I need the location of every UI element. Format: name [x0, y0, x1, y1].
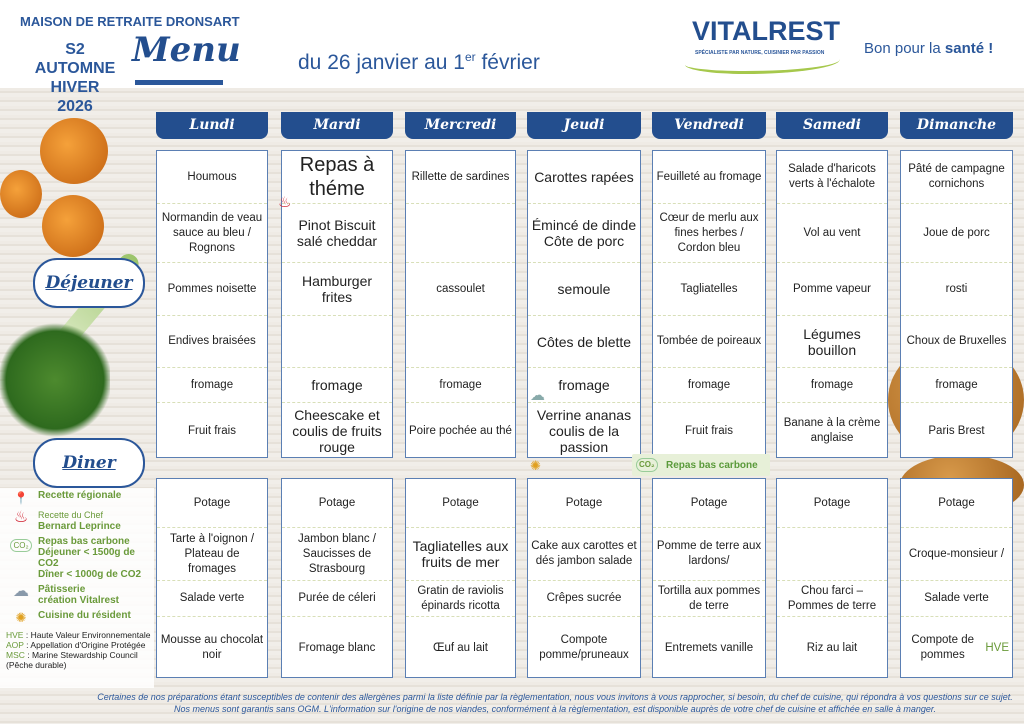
- dish-name: Légumes bouillon: [803, 325, 861, 358]
- dish-name: Crêpes sucrée: [546, 592, 622, 604]
- date-range: [298, 50, 540, 75]
- dish-name: Tarte à l'oignon / Plateau de fromages: [169, 532, 255, 575]
- dish-name: Œuf au lait: [433, 641, 488, 654]
- lunch-dish: [406, 263, 515, 316]
- dish-name: Choux de Bruxelles: [906, 335, 1007, 347]
- date-text-end: février: [475, 51, 540, 74]
- dish-name: fromage: [311, 377, 363, 393]
- note-abbr: MSC: [6, 650, 25, 660]
- legend-pastry-block: [38, 584, 152, 606]
- legend-row-carbon: [4, 536, 154, 580]
- legend-row-resident: [4, 610, 154, 626]
- dish-name: Pomme vapeur: [793, 282, 871, 295]
- season-year: 2026: [57, 98, 93, 115]
- dinner-card-vendredi: [652, 478, 766, 678]
- dish-name: Potage: [813, 496, 851, 509]
- legend-chef-block: [38, 510, 152, 532]
- co2-cloud-icon: CO₂: [636, 458, 658, 472]
- dinner-dish: [528, 528, 640, 581]
- slogan: [864, 40, 993, 57]
- hve-label: HVE: [985, 641, 1009, 654]
- dinner-dish: [653, 581, 765, 617]
- dish-name: Émincé de dinde Côte de porc: [531, 217, 637, 249]
- lunch-card-jeudi: [527, 150, 641, 458]
- dish-name: Pâté de campagne cornichons: [908, 163, 1005, 190]
- dinner-dish: [406, 617, 515, 679]
- dinner-label: Diner: [33, 438, 145, 488]
- legend-carbon-lunch: Déjeuner < 1500g de CO2: [38, 547, 135, 569]
- dinner-dish: [777, 528, 887, 581]
- season-name-2: HIVER: [50, 79, 100, 96]
- note-msc: [6, 650, 152, 670]
- dish-name: Banane à la crème anglaise: [783, 417, 881, 444]
- day-header-dimanche: Dimanche: [900, 112, 1013, 139]
- menu-title: Menu: [132, 30, 241, 70]
- dish-name: Compote de pommes: [911, 634, 974, 661]
- dish-name: Cake aux carottes et dés jambon salade: [531, 540, 637, 567]
- dinner-dish: [901, 581, 1012, 617]
- lunch-dish: [406, 204, 515, 263]
- legend-carbon-block: [38, 536, 152, 580]
- lunch-dish: [528, 403, 640, 459]
- day-header-mercredi: Mercredi: [405, 112, 516, 139]
- lunch-dish: [528, 204, 640, 263]
- lunch-dish: [777, 151, 887, 204]
- lunch-dish: [406, 316, 515, 368]
- dish-name: semoule: [557, 281, 611, 297]
- lunch-dish: [777, 316, 887, 368]
- dinner-card-mardi: [281, 478, 393, 678]
- dish-name: Feuilleté au fromage: [656, 170, 762, 183]
- dish-name: Paris Brest: [928, 424, 985, 437]
- establishment-name: MAISON DE RETRAITE DRONSART: [20, 14, 240, 29]
- dinner-dish: [406, 528, 515, 581]
- dinner-dish: [157, 479, 267, 528]
- dinner-dish: [653, 479, 765, 528]
- lunch-dish: [653, 316, 765, 368]
- dish-name: Carottes rapées: [534, 169, 634, 185]
- dish-name: Tagliatelles aux fruits de mer: [412, 538, 509, 570]
- day-header-jeudi: Jeudi: [527, 112, 641, 139]
- lunch-dish: [282, 316, 392, 368]
- dinner-dish: [528, 479, 640, 528]
- lunch-dish: [282, 403, 392, 459]
- legend-resident: Cuisine du résident: [38, 610, 131, 621]
- dish-name: Côtes de blette: [536, 333, 632, 350]
- pastry-icon: ☁: [530, 387, 545, 404]
- dish-name: rosti: [945, 282, 968, 295]
- legend-carbon-dinner: Dîner < 1000g de CO2: [38, 569, 142, 580]
- dinner-dish: [528, 617, 640, 679]
- lunch-dish: [653, 368, 765, 403]
- legend: [0, 488, 154, 688]
- dinner-card-dimanche: [900, 478, 1013, 678]
- dish-name: Potage: [193, 496, 231, 509]
- legend-row-chef: [4, 510, 154, 532]
- dish-name: Joue de porc: [923, 226, 990, 239]
- note-text: : Appellation d'Origine Protégée: [23, 640, 146, 650]
- dinner-dish: [901, 617, 1012, 679]
- dinner-dish: [777, 617, 887, 679]
- note-abbr: HVE: [6, 630, 24, 640]
- onion-image: [40, 118, 108, 184]
- lunch-dish: [901, 316, 1012, 368]
- lunch-card-lundi: [156, 150, 268, 458]
- lunch-dish: [777, 403, 887, 459]
- dinner-dish: [901, 479, 1012, 528]
- day-header-lundi: Lundi: [156, 112, 268, 139]
- badge-text: Repas bas carbone: [666, 459, 758, 471]
- dish-name: Compote pomme/pruneaux: [539, 634, 629, 661]
- lunch-dish: [528, 263, 640, 316]
- dish-name: Gratin de raviolis épinards ricotta: [417, 584, 504, 612]
- lunch-dish: [528, 316, 640, 368]
- dish-name: Poire pochée au thé: [409, 424, 512, 437]
- lunch-dish: [282, 151, 392, 204]
- low-carbon-badge: [632, 454, 770, 476]
- dish-name: Mousse au chocolat noir: [160, 634, 264, 661]
- dish-name: fromage: [935, 378, 978, 391]
- dinner-dish: [282, 479, 392, 528]
- fireworks-icon: ✺: [15, 610, 27, 625]
- dish-name: Tortilla aux pommes de terre: [657, 584, 761, 612]
- lunch-dish: [777, 263, 887, 316]
- day-header-samedi: Samedi: [776, 112, 888, 139]
- dinner-card-jeudi: [527, 478, 641, 678]
- lunch-label: Déjeuner: [33, 258, 145, 308]
- lunch-dish: [901, 151, 1012, 204]
- date-sup: er: [464, 50, 476, 64]
- onion-image: [0, 170, 42, 218]
- season-label: [20, 40, 130, 116]
- co2-cloud-icon: CO₂: [10, 539, 31, 552]
- lunch-card-dimanche: [900, 150, 1013, 458]
- legend-chef-name: Bernard Leprince: [38, 521, 121, 532]
- legend-chef: Recette du Chef: [38, 510, 104, 520]
- dish-name: Cœur de merlu aux fines herbes / Cordon bleu: [659, 211, 759, 254]
- lunch-dish: [901, 403, 1012, 459]
- menu-underline: [135, 80, 223, 85]
- dish-name: fromage: [687, 378, 731, 391]
- lunch-dish: [777, 368, 887, 403]
- slogan-text: Bon pour la: [864, 40, 945, 57]
- dish-name: Potage: [442, 496, 479, 509]
- dinner-dish: [528, 581, 640, 617]
- dinner-dish: [282, 528, 392, 581]
- dish-name: fromage: [558, 377, 610, 393]
- dish-name: Salade verte: [924, 592, 989, 604]
- lunch-card-mercredi: [405, 150, 516, 458]
- lunch-dish: [157, 204, 267, 263]
- lunch-dish: [406, 403, 515, 459]
- dish-name: Potage: [938, 496, 975, 509]
- legend-pastry: Pâtisserie: [38, 584, 86, 595]
- lunch-card-vendredi: [652, 150, 766, 458]
- resident-cuisine-icon: ✺: [530, 458, 541, 473]
- dish-name: Salade verte: [179, 592, 245, 604]
- season-name: AUTOMNE: [34, 60, 116, 77]
- dinner-card-samedi: [776, 478, 888, 678]
- dish-name: Tagliatelles: [680, 282, 738, 295]
- dish-name: Hamburger frites: [301, 273, 373, 305]
- lunch-dish: [157, 368, 267, 403]
- lunch-dish: [157, 263, 267, 316]
- dinner-dish: [282, 581, 392, 617]
- dish-name: cassoulet: [436, 282, 485, 295]
- dish-name: Riz au lait: [806, 641, 858, 654]
- dish-name: Entremets vanille: [664, 641, 754, 654]
- note-hve: [6, 630, 152, 640]
- dish-name: Fruit frais: [685, 424, 733, 437]
- lunch-dish: [777, 204, 887, 263]
- dish-name: Endives braisées: [168, 335, 256, 347]
- dinner-dish: [777, 479, 887, 528]
- dish-name: fromage: [190, 378, 234, 391]
- lunch-dish: [157, 316, 267, 368]
- dish-name: Tombée de poireaux: [656, 335, 762, 347]
- dinner-dish: [157, 528, 267, 581]
- lunch-card-samedi: [776, 150, 888, 458]
- lunch-dish: [653, 151, 765, 204]
- dish-name: Potage: [318, 496, 356, 509]
- dish-name: Verrine ananas coulis de la passion: [536, 407, 632, 455]
- dish-name: Chou farci – Pommes de terre: [787, 584, 877, 612]
- dish-name: Potage: [690, 496, 728, 509]
- dinner-dish: [406, 581, 515, 617]
- dish-name: Jambon blanc / Saucisses de Strasbourg: [298, 532, 376, 575]
- note-abbr: AOP: [6, 640, 24, 650]
- lunch-card-mardi: [281, 150, 393, 458]
- date-text: du 26 janvier au 1: [298, 51, 465, 74]
- legend-row-regional: [4, 490, 154, 506]
- lunch-dish: [653, 204, 765, 263]
- dinner-card-mercredi: [405, 478, 516, 678]
- parsley-image: [0, 320, 110, 440]
- allergen-disclaimer: Certaines de nos préparations étant susceptibles de contenir des allergènes parmi la liste définie par la règlementation, nous vous invitons à vous rapprocher, si besoin, du chef de cuisine, qui répondra à vos questions sur ce sujet. Nos menus sont garantis sans OGM. L'information sur l'origine de nos viandes, conformément à la règlementation, est disponible auprès de votre chef de cuisine et affichée en salle à manger.: [97, 692, 1013, 714]
- dinner-dish: [653, 617, 765, 679]
- day-header-vendredi: Vendredi: [652, 112, 766, 139]
- lunch-dish: [282, 368, 392, 403]
- dish-name: fromage: [439, 378, 482, 391]
- lunch-dish: [406, 151, 515, 204]
- slogan-bold: santé !: [944, 40, 994, 57]
- dish-name: Salade d'haricots verts à l'échalote: [788, 163, 876, 190]
- dinner-dish: [282, 617, 392, 679]
- dinner-dish: [653, 528, 765, 581]
- legend-pastry-2: création Vitalrest: [38, 595, 119, 606]
- label-notes: [4, 630, 152, 670]
- legend-carbon: Repas bas carbone: [38, 536, 130, 547]
- dish-name: Rillette de sardines: [411, 170, 510, 183]
- dish-name: Pinot Biscuit salé cheddar: [296, 217, 378, 249]
- season-code: S2: [65, 41, 85, 58]
- dish-name: Cheescake et coulis de fruits rouge: [292, 407, 382, 455]
- lunch-dish: [901, 263, 1012, 316]
- note-aop: [6, 640, 152, 650]
- note-text: : Haute Valeur Environnementale: [23, 630, 151, 640]
- note-text: : Marine Stewardship Council (Pêche durable): [6, 650, 138, 670]
- dish-name: Fromage blanc: [298, 641, 376, 654]
- lunch-dish: [528, 151, 640, 204]
- lunch-dish: [157, 403, 267, 459]
- dish-name: Normandin de veau sauce au bleu / Rognons: [161, 211, 263, 254]
- legend-regional: Recette régionale: [38, 490, 122, 501]
- dinner-dish: [406, 479, 515, 528]
- dish-name: Repas à théme: [299, 154, 375, 200]
- lunch-dish: [157, 151, 267, 204]
- dish-name: Croque-monsieur /: [908, 547, 1005, 560]
- dinner-dish: [157, 581, 267, 617]
- dish-name: Pomme de terre aux lardons/: [656, 540, 762, 567]
- dish-name: Houmous: [187, 170, 237, 183]
- dish-name: Fruit frais: [188, 424, 236, 437]
- lunch-dish: [653, 263, 765, 316]
- lunch-dish: [901, 204, 1012, 263]
- lunch-dish: [653, 403, 765, 459]
- onion-image: [42, 195, 104, 257]
- lunch-dish: [406, 368, 515, 403]
- logo-tagline: SPÉCIALISTE PAR NATURE, CUISINIER PAR PASSION: [695, 50, 825, 56]
- dish-name: Vol au vent: [803, 226, 861, 239]
- day-header-mardi: Mardi: [281, 112, 393, 139]
- dinner-dish: [157, 617, 267, 679]
- chef-hat-icon: ♨: [13, 509, 29, 526]
- lunch-dish: [282, 263, 392, 316]
- dish-name: Pommes noisette: [167, 282, 257, 295]
- dish-name: Purée de céleri: [298, 592, 376, 604]
- lunch-dish: [282, 204, 392, 263]
- vitalrest-logo: VITALREST: [692, 16, 840, 46]
- location-pin-icon: 📍: [13, 491, 29, 505]
- dinner-dish: [901, 528, 1012, 581]
- chef-recipe-icon: ♨: [278, 194, 292, 211]
- lunch-dish: [901, 368, 1012, 403]
- dinner-dish: [777, 581, 887, 617]
- co2-cloud-icon-wrap: [4, 536, 38, 552]
- dish-name: Potage: [565, 496, 603, 509]
- legend-row-pastry: [4, 584, 154, 606]
- pastry-chef-icon: ☁: [13, 583, 29, 600]
- dinner-card-lundi: [156, 478, 268, 678]
- dish-name: fromage: [810, 378, 854, 391]
